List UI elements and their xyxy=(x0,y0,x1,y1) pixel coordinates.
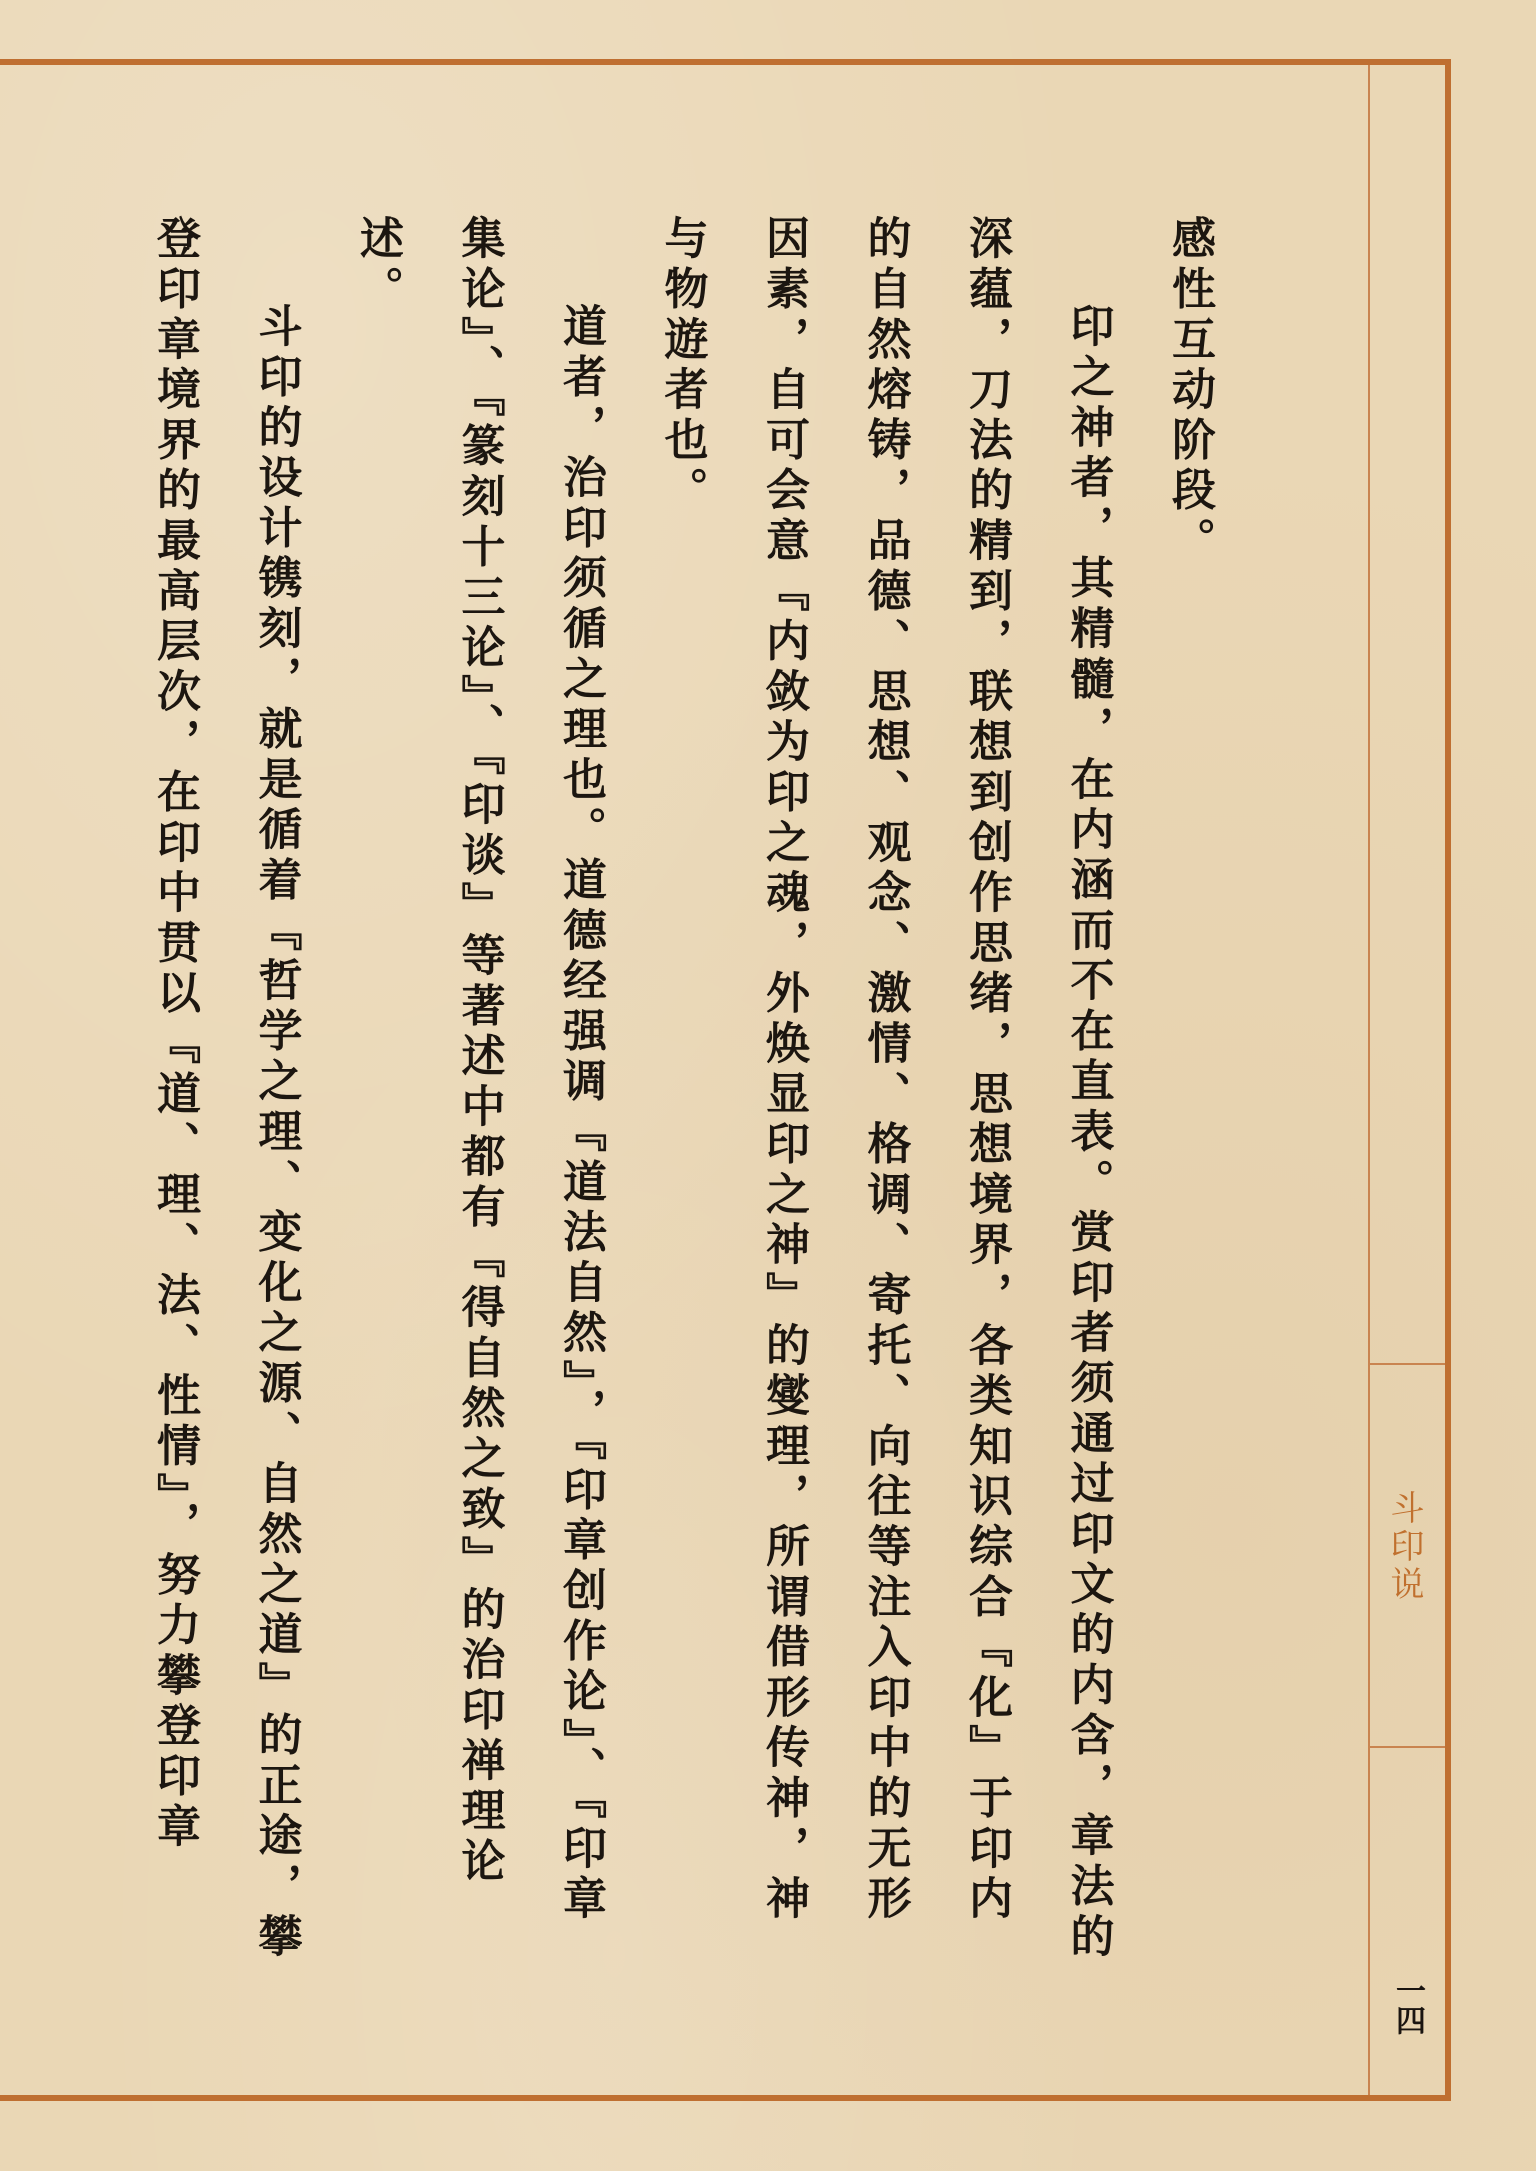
frame-top-border xyxy=(0,59,1451,65)
paragraph: 道者，治印须循之理也。道德经强调『道法自然』，『印章创作论』、『印章集论』、『篆刻十三论』、『印谈』等著述中都有『得自然之致』的治印禅理论述。 xyxy=(352,215,606,1926)
paragraph: 感性互动阶段。 xyxy=(1164,215,1215,568)
page-number: 一四 xyxy=(1390,1975,1425,2035)
body-text xyxy=(124,215,1241,1975)
frame-bottom-border xyxy=(0,2095,1451,2101)
paragraph: 印之神者，其精髓，在内涵而不在直表。赏印者须通过印文的内含，章法的深蕴，刀法的精到，联想到创作思绪，思想境界，各类知识综合『化』于印内的自然熔铸，品德、思想、观念、激情、格调、寄托、向往等注入印中的无形因素，自可会意『内敛为印之魂，外焕显印之神』的燮理，所谓借形传神，神与物遊者也。 xyxy=(656,215,1114,1963)
margin-title-divider-top xyxy=(1370,1363,1445,1365)
margin-title-divider-bottom xyxy=(1370,1746,1445,1748)
paragraph: 斗印的设计镌刻，就是循着『哲学之理、变化之源、自然之道』的正途，攀登印章境界的最高层次，在印中贯以『道、理、法、性情』，努力攀登印章 xyxy=(149,215,302,1963)
frame-right-border xyxy=(1445,59,1451,2101)
running-title: 斗印说 xyxy=(1384,1490,1424,1604)
margin-column-divider xyxy=(1368,65,1370,2095)
